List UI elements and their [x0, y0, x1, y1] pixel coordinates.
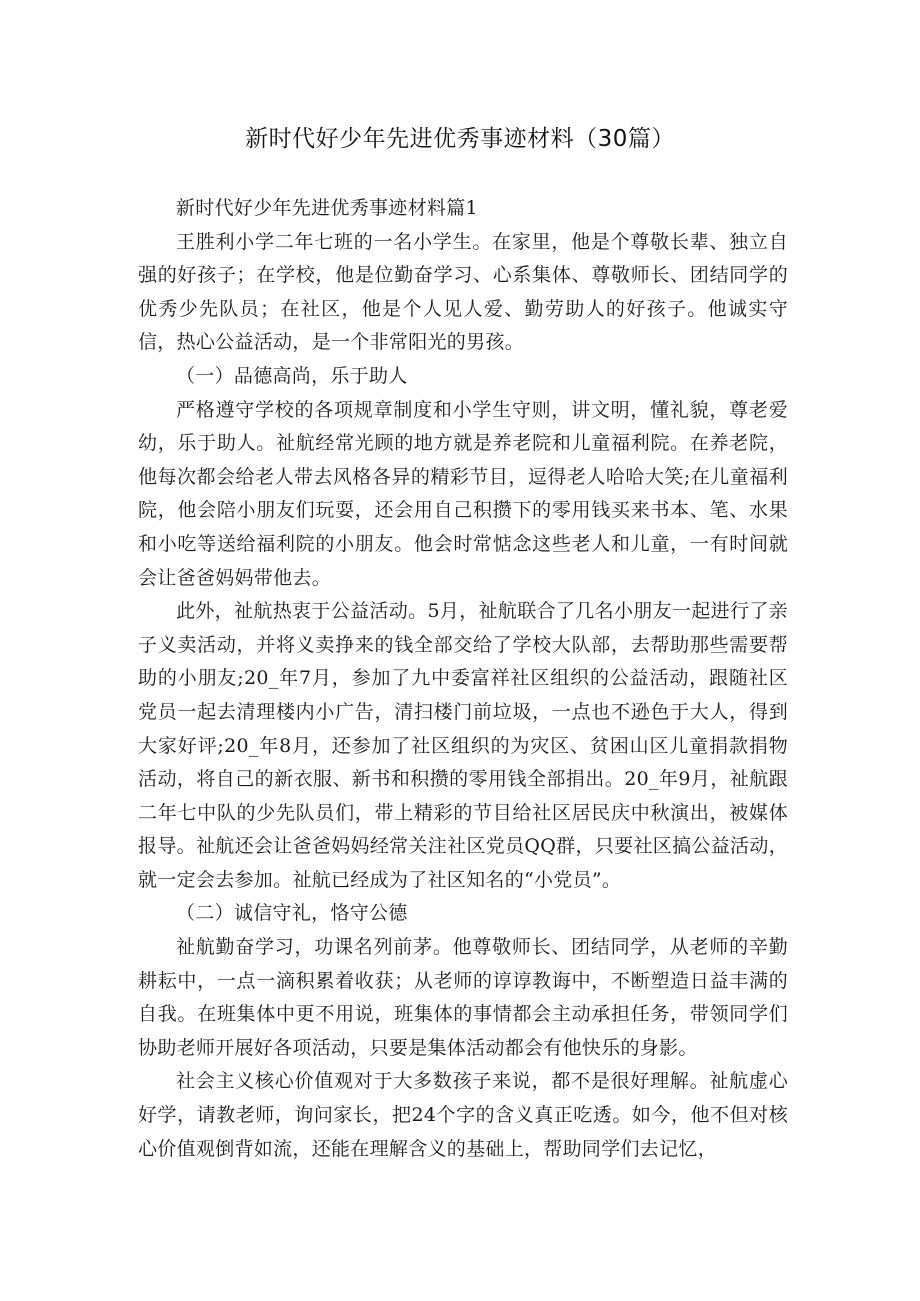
- document-title: 新时代好少年先进优秀事迹材料（30篇）: [245, 126, 675, 152]
- section-heading: 新时代好少年先进优秀事迹材料篇1: [176, 197, 478, 219]
- paragraph: 严格遵守学校的各项规章制度和小学生守则，讲文明，懂礼貌，尊老爱幼，乐于助人。祉航经常光顾的地方就是养老院和儿童福利院。在养老院，他每次都会给老人带去风格各异的精彩节目，逗得老人哈哈大笑;在儿童福利院，他会陪小朋友们玩耍，还会用自己积攒下的零用钱买来书本、笔、水果和小吃等送给福利院的小朋友。他会时常惦念这些老人和儿童，一有时间就会让爸爸妈妈带他去。: [138, 398, 788, 589]
- paragraph: 王胜利小学二年七班的一名小学生。在家里，他是个尊敬长辈、独立自强的好孩子；在学校，他是位勤奋学习、心系集体、尊敬师长、团结同学的优秀少先队员；在社区，他是个人见人爱、勤劳助人的好孩子。他诚实守信，热心公益活动，是一个非常阳光的男孩。: [138, 230, 788, 354]
- paragraph: 此外，祉航热衷于公益活动。5月，祉航联合了几名小朋友一起进行了亲子义卖活动，并将义卖挣来的钱全部交给了学校大队部，去帮助那些需要帮助的小朋友;20_年7月，参加了九中委富祥社区组织的公益活动，跟随社区党员一起去清理楼内小广告，清扫楼门前垃圾，一点也不逊色于大人，得到大家好评;20_年8月，还参加了社区组织的为灾区、贫困山区儿童捐款捐物活动，将自己的新衣服、新书和积攒的零用钱全部捐出。20_年9月，祉航跟二年七中队的少先队员们，带上精彩的节目给社区居民庆中秋演出，被媒体报导。祉航还会让爸爸妈妈经常关注社区党员QQ群，只要社区搞公益活动，就一定会去参加。祉航已经成为了社区知名的“小党员”。: [138, 600, 788, 891]
- paragraph: 祉航勤奋学习，功课名列前茅。他尊敬师长、团结同学，从老师的辛勤耕耘中，一点一滴积累着收获；从老师的谆谆教诲中，不断塑造日益丰满的自我。在班集体中更不用说，班集体的事情都会主动承担任务，带领同学们协助老师开展好各项活动，只要是集体活动都会有他快乐的身影。: [138, 936, 788, 1059]
- subsection-heading: （二）诚信守礼，恪守公德: [176, 902, 408, 925]
- subsection-heading: （一）品德高尚，乐于助人: [176, 364, 408, 387]
- document-body: [138, 192, 788, 1166]
- paragraph: 社会主义核心价值观对于大多数孩子来说，都不是很好理解。祉航虚心好学，请教老师，询问家长，把24个字的含义真正吃透。如今，他不但对核心价值观倒背如流，还能在理解含义的基础上，帮助同学们去记忆，: [138, 1070, 788, 1160]
